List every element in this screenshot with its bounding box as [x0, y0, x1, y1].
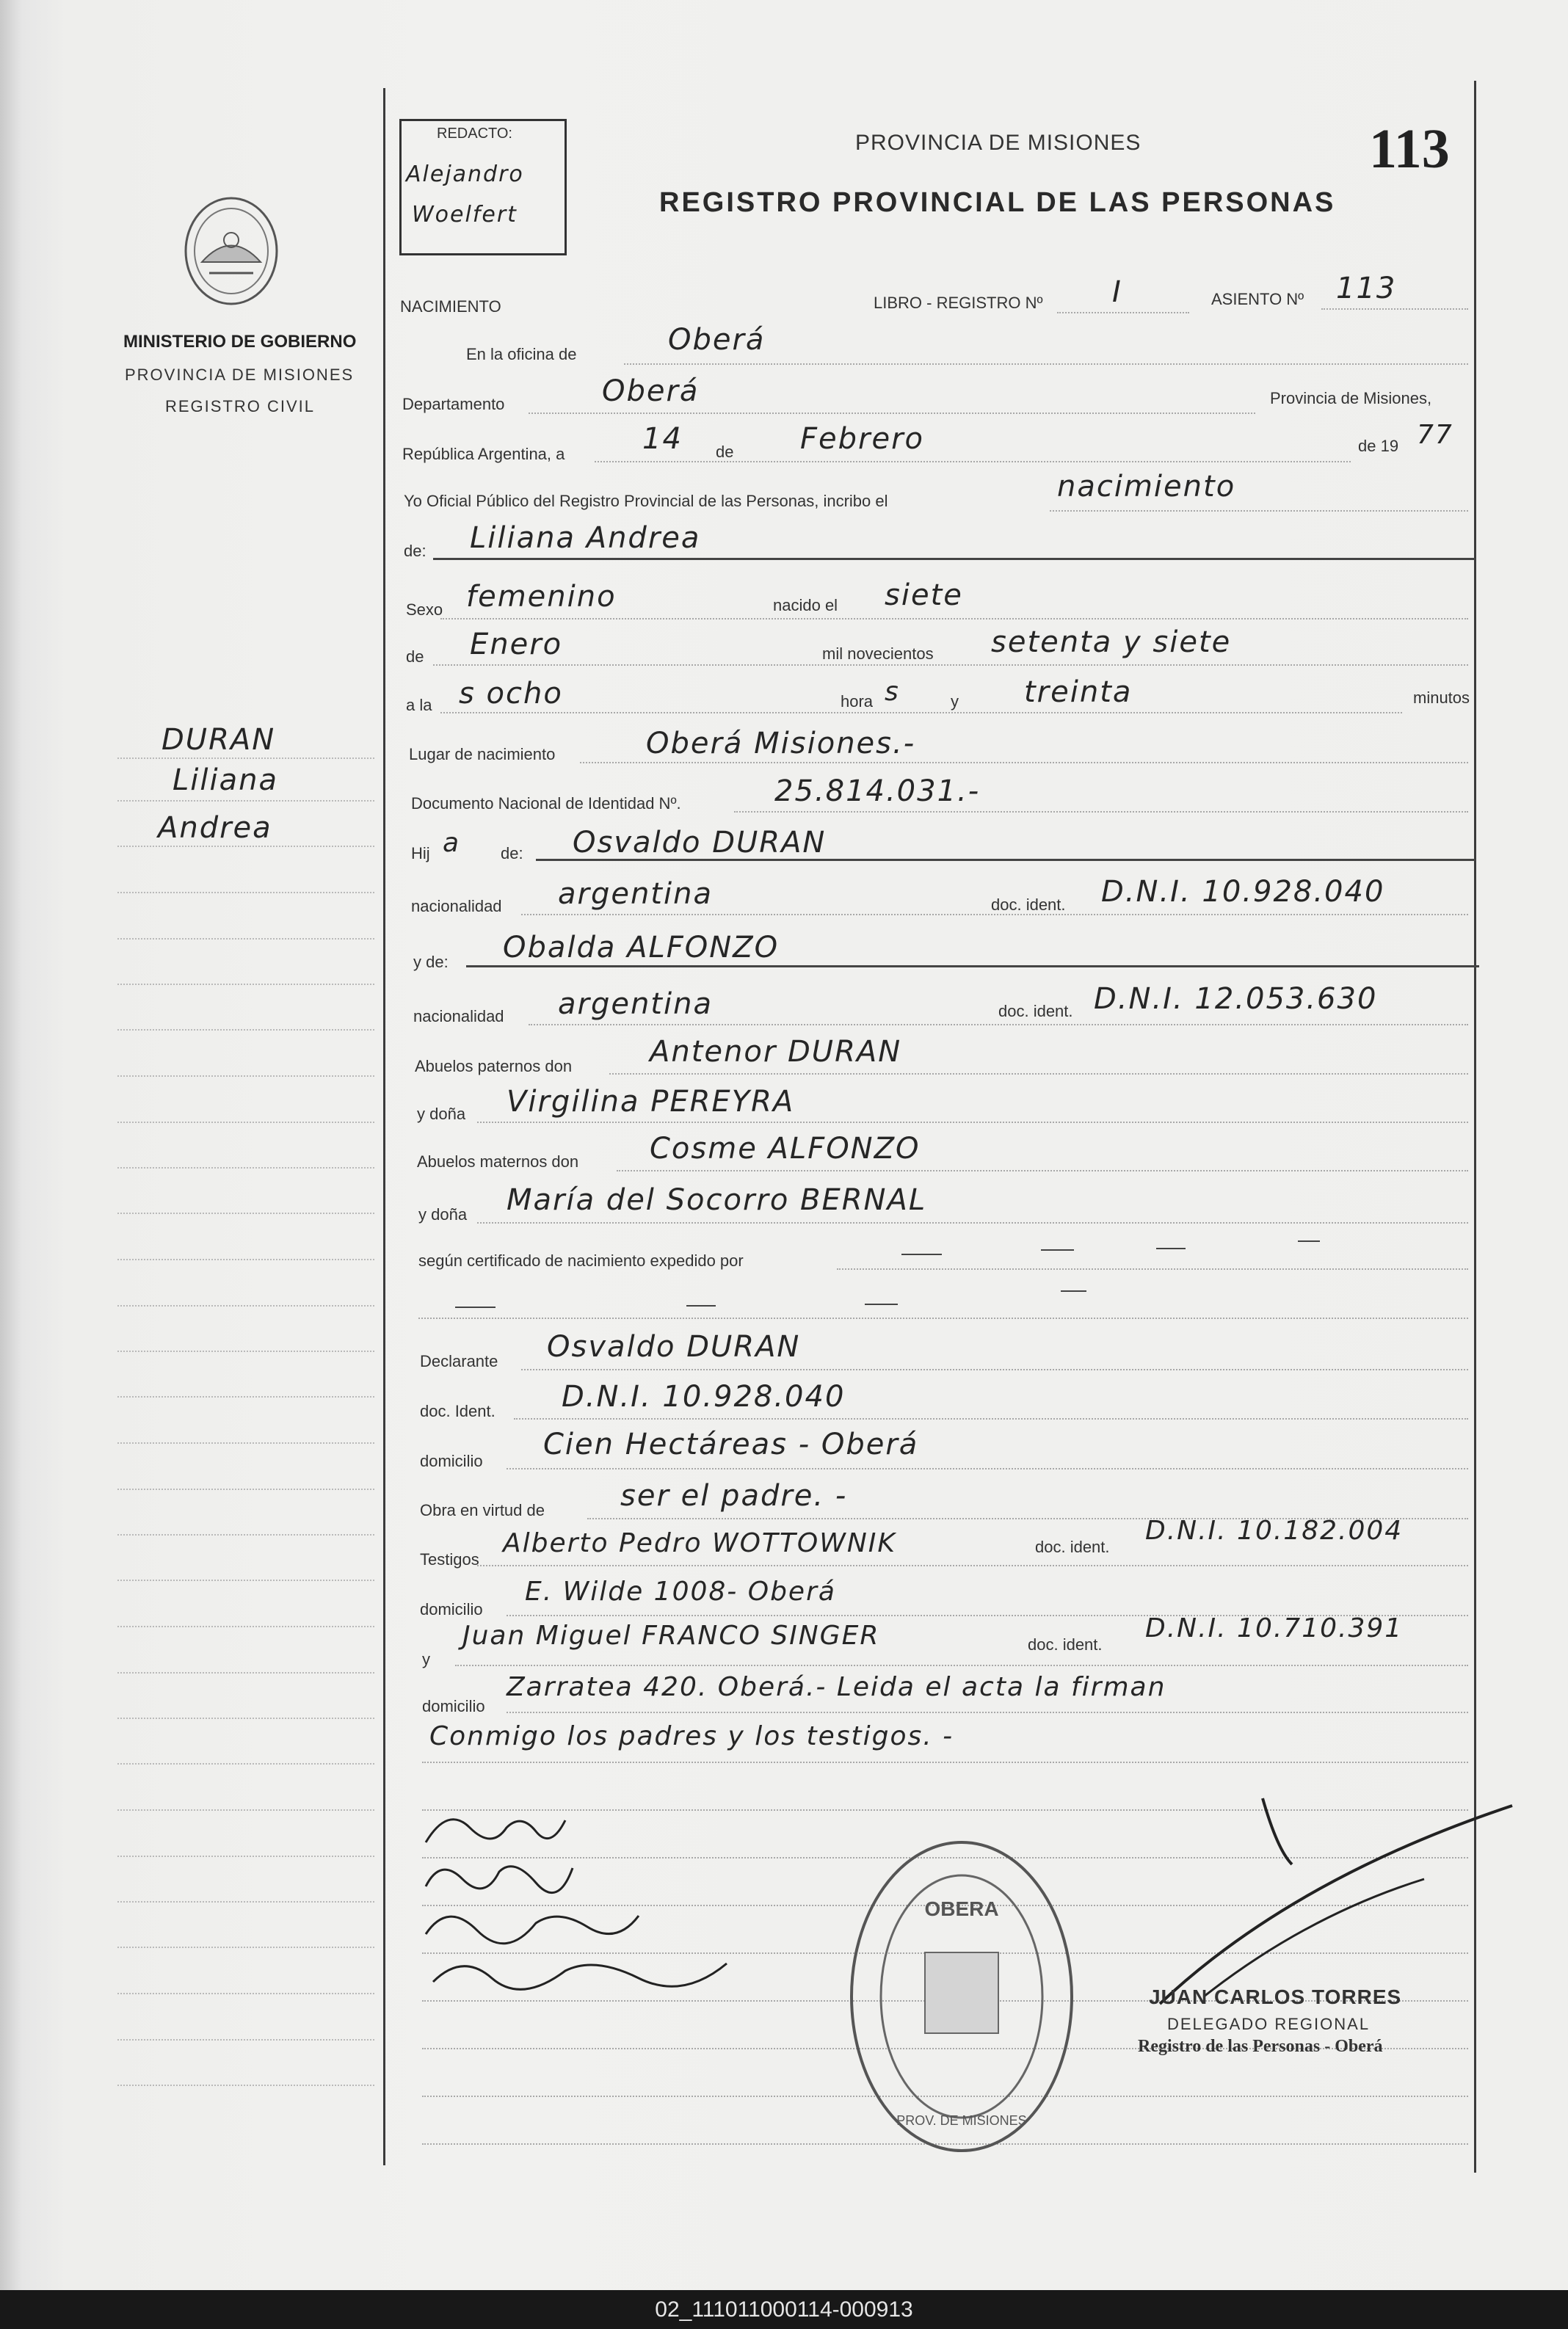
testigos-label: Testigos: [420, 1550, 479, 1569]
official-name: JUAN CARLOS TORRES: [1149, 1985, 1402, 2008]
declarante-value: Osvaldo DURAN: [547, 1330, 801, 1364]
abuela-mat-value: María del Socorro BERNAL: [507, 1183, 927, 1217]
minutos-label: minutos: [1413, 688, 1470, 707]
testigo1-doc-value: D.N.I. 10.182.004: [1145, 1516, 1404, 1546]
republica-label: República Argentina, a: [402, 445, 565, 463]
testigo2-dom-value: Zarratea 420. Oberá.- Leida el acta la firman: [507, 1672, 1166, 1702]
nacimiento-label: NACIMIENTO: [400, 297, 501, 316]
oficial-label: Yo Oficial Público del Registro Provincial de las Personas, incribo el: [404, 492, 888, 510]
hora-label: hora: [841, 692, 874, 711]
declarante-dom-value: Cien Hectáreas - Oberá: [543, 1428, 919, 1461]
abuelo-pat-value: Antenor DURAN: [650, 1035, 902, 1069]
lugar-value: Oberá Misiones.-: [646, 727, 916, 760]
page-number: 113: [1369, 118, 1450, 180]
departamento-label: Departamento: [402, 395, 505, 413]
madre-doc-value: D.N.I. 12.053.630: [1094, 982, 1378, 1016]
nombre-value: Liliana Andrea: [470, 521, 701, 555]
redacto-last: Woelfert: [412, 202, 518, 228]
asiento-value: 113: [1336, 272, 1397, 305]
obra-label: Obra en virtud de: [420, 1501, 545, 1519]
mes-nac-value: Enero: [470, 628, 563, 661]
ministry-dept: REGISTRO CIVIL: [165, 397, 316, 415]
nacionalidad-label-2: nacionalidad: [413, 1007, 504, 1025]
docident-label-3: doc. ident.: [1035, 1538, 1110, 1556]
nacido-value: siete: [885, 578, 963, 612]
dia-value: 14: [642, 422, 683, 456]
madre-nac-value: argentina: [558, 987, 713, 1021]
margin-surname: DURAN: [161, 723, 276, 757]
de-label: de: [716, 443, 734, 461]
padre-value: Osvaldo DURAN: [573, 826, 827, 860]
nacionalidad-label-1: nacionalidad: [411, 897, 502, 915]
testigo1-dom-value: E. Wilde 1008- Oberá: [525, 1577, 836, 1607]
official-signature: [1145, 1791, 1527, 2011]
redacto-label: REDACTO:: [437, 126, 512, 142]
sexo-value: femenino: [466, 580, 617, 614]
obra-value: ser el padre. -: [620, 1479, 848, 1513]
ydona-label-2: y doña: [418, 1205, 468, 1224]
documento-label: Documento Nacional de Identidad Nº.: [411, 794, 681, 813]
official-stamp: [844, 1835, 1079, 2158]
margin-second-name: Andrea: [158, 811, 272, 845]
anio-label: de 19: [1358, 437, 1399, 455]
witness-signatures: [418, 1798, 800, 2033]
abuelos-mat-label: Abuelos maternos don: [417, 1152, 579, 1171]
padre-nac-value: argentina: [558, 877, 713, 911]
hora-s-value: s: [885, 677, 900, 707]
hora-value: s ocho: [459, 677, 563, 711]
docident-label-2: doc. ident.: [998, 1002, 1073, 1020]
mes-value: Febrero: [800, 422, 924, 456]
redacto-first: Alejandro: [406, 161, 524, 187]
y-label: y: [951, 692, 959, 711]
asiento-label: ASIENTO Nº: [1211, 290, 1304, 308]
stamp-inner-top: OBERA: [924, 1897, 999, 1920]
alas-label: a la: [406, 696, 432, 714]
domicilio-label-1: domicilio: [420, 1452, 483, 1470]
ministry-title: MINISTERIO DE GOBIERNO: [123, 332, 357, 352]
docident2-label: doc. Ident.: [420, 1402, 496, 1420]
yde-label: y de:: [413, 953, 449, 971]
de4-label: de:: [501, 844, 523, 862]
madre-value: Obalda ALFONZO: [503, 931, 780, 964]
lugar-label: Lugar de nacimiento: [409, 745, 556, 763]
abuela-pat-value: Virgilina PEREYRA: [507, 1085, 795, 1119]
footer-id: 02_111011000114-000913: [0, 2290, 1568, 2329]
abuelos-pat-label: Abuelos paternos don: [415, 1057, 573, 1075]
mil-label: mil novecientos: [822, 644, 934, 663]
oficina-label: En la oficina de: [466, 345, 577, 363]
declarante-label: Declarante: [420, 1352, 498, 1370]
y2-label: y: [422, 1650, 430, 1668]
nacido-label: nacido el: [773, 596, 838, 614]
official-role: DELEGADO REGIONAL: [1167, 2015, 1371, 2033]
declarante-doc-value: D.N.I. 10.928.040: [562, 1380, 846, 1414]
province-seal-icon: [180, 192, 283, 310]
minutos-value: treinta: [1024, 675, 1133, 709]
header-province: PROVINCIA DE MISIONES: [855, 131, 1141, 155]
docident-label-4: doc. ident.: [1028, 1635, 1103, 1654]
documento-value: 25.814.031.-: [774, 774, 981, 808]
ydona-label-1: y doña: [417, 1105, 466, 1123]
anio-value: 77: [1417, 420, 1453, 450]
oficial-value: nacimiento: [1057, 470, 1236, 504]
departamento-value: Oberá: [602, 374, 700, 408]
domicilio-label-2: domicilio: [420, 1600, 483, 1618]
padre-doc-value: D.N.I. 10.928.040: [1101, 875, 1385, 909]
libro-label: LIBRO - REGISTRO Nº: [874, 294, 1043, 312]
stamp-bottom: PROV. DE MISIONES: [896, 2113, 1027, 2128]
certificado-label: según certificado de nacimiento expedido por: [418, 1251, 744, 1270]
anio-nac-value: setenta y siete: [991, 625, 1232, 659]
docident-label-1: doc. ident.: [991, 895, 1066, 914]
abuelo-mat-value: Cosme ALFONZO: [650, 1132, 921, 1166]
domicilio-label-3: domicilio: [422, 1697, 485, 1715]
redacto-box: [399, 119, 567, 255]
testigo2-value: Juan Miguel FRANCO SINGER: [462, 1621, 880, 1651]
de3-label: de: [406, 647, 424, 666]
de2-label: de:: [404, 542, 427, 560]
sexo-label: Sexo: [406, 600, 443, 619]
oficina-value: Oberá: [668, 323, 766, 357]
libro-value: I: [1112, 275, 1122, 309]
cierre-value: Conmigo los padres y los testigos. -: [429, 1721, 954, 1751]
hij-label: Hij: [411, 844, 430, 862]
hij-suffix: a: [443, 828, 461, 858]
testigo2-doc-value: D.N.I. 10.710.391: [1145, 1613, 1404, 1643]
testigo1-value: Alberto Pedro WOTTOWNIK: [503, 1528, 896, 1558]
official-office: Registro de las Personas - Oberá: [1138, 2037, 1383, 2056]
margin-first-name: Liliana: [173, 763, 278, 797]
ministry-province: PROVINCIA DE MISIONES: [125, 366, 355, 384]
header-title: REGISTRO PROVINCIAL DE LAS PERSONAS: [659, 187, 1336, 218]
provincia-label: Provincia de Misiones,: [1270, 389, 1432, 407]
